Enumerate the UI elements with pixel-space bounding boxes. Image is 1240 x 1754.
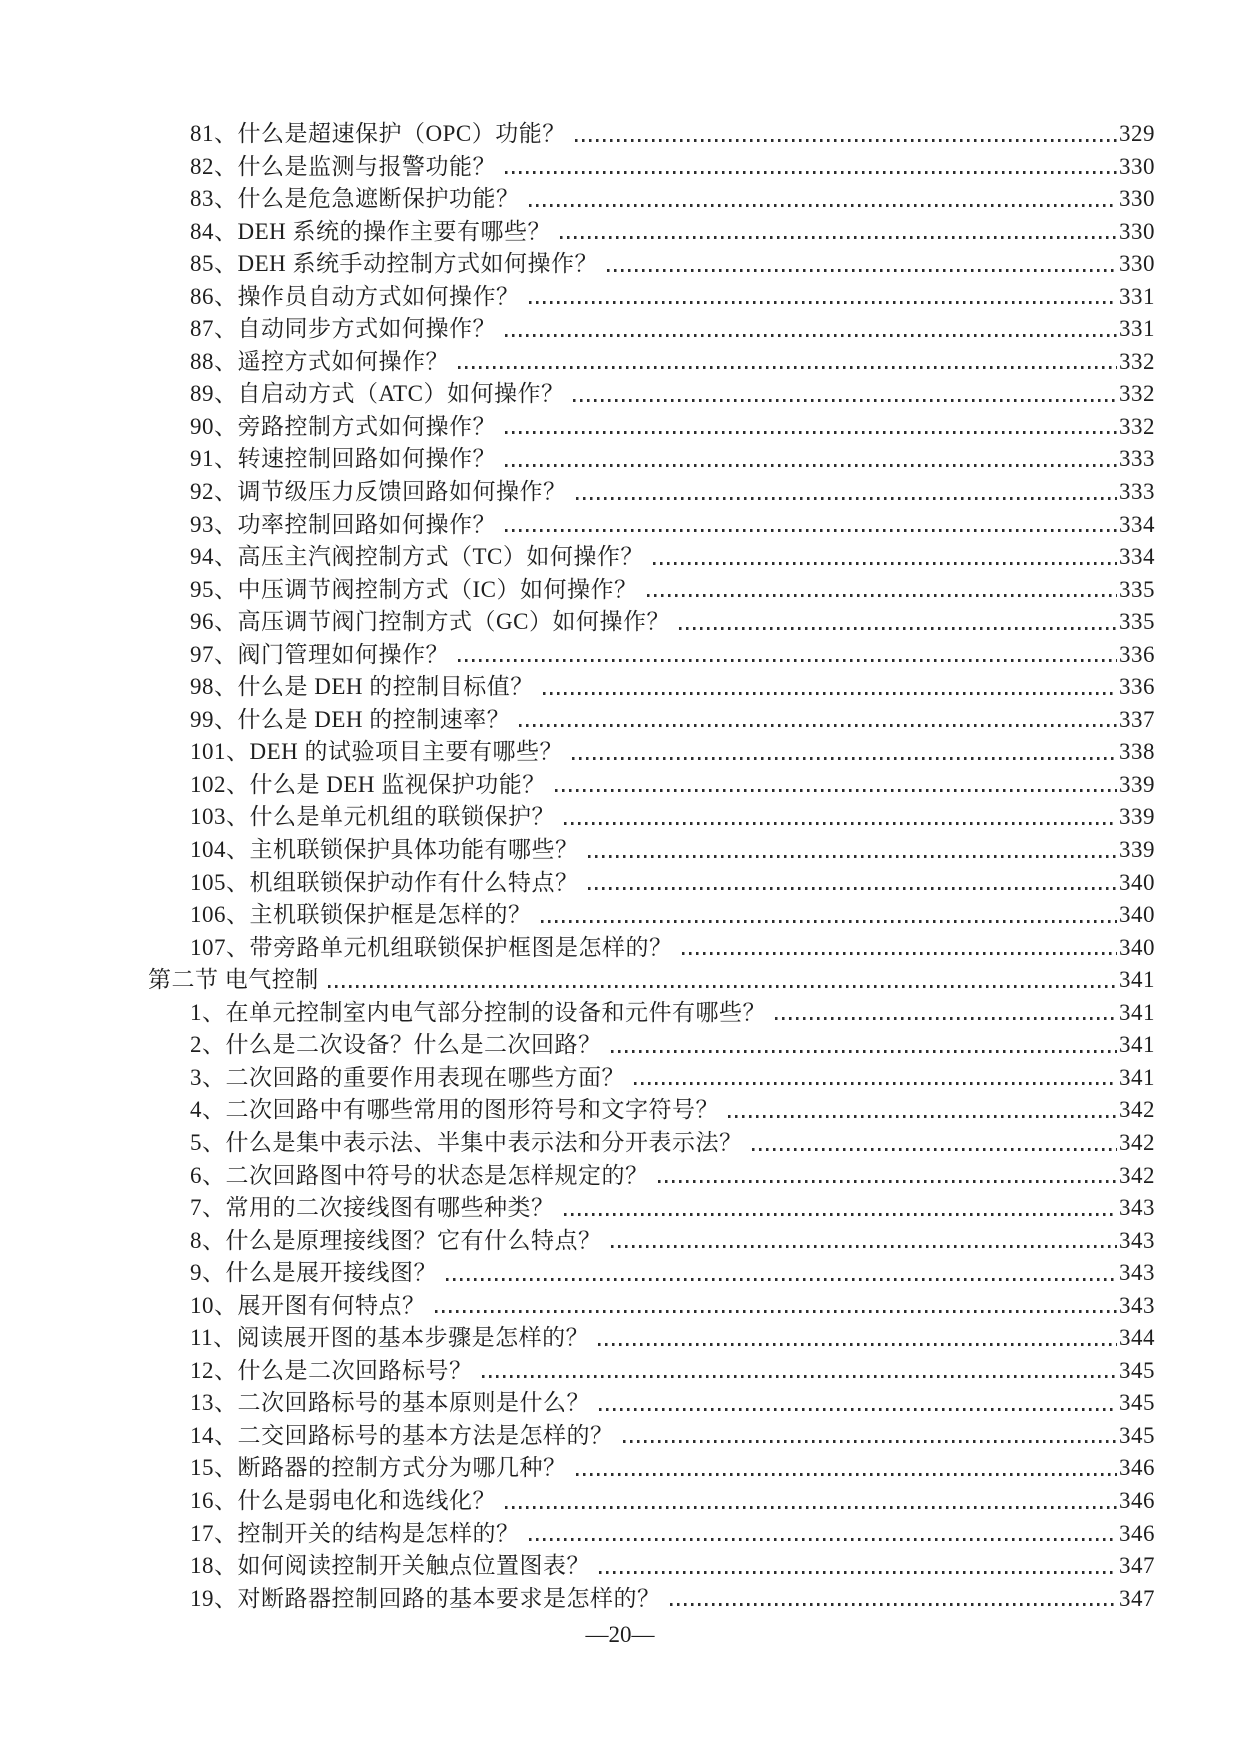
toc-entry-label: 85、DEH 系统手动控制方式如何操作？ xyxy=(190,251,599,277)
toc-entry xyxy=(148,639,1155,672)
toc-entry-page-number: 335 xyxy=(1119,576,1155,602)
toc-entry-label: 103、什么是单元机组的联锁保护？ xyxy=(190,804,555,830)
toc-entry xyxy=(148,378,1155,411)
toc-entry xyxy=(148,1420,1155,1453)
dot-leader xyxy=(634,1082,1117,1085)
toc-entry xyxy=(148,509,1155,542)
toc-entry-label: 92、调节级压力反馈回路如何操作？ xyxy=(190,479,567,505)
toc-entry-page-number: 335 xyxy=(1119,609,1155,635)
toc-entry xyxy=(148,932,1155,965)
dot-leader xyxy=(572,757,1117,760)
toc-entry-label: 17、控制开关的结构是怎样的？ xyxy=(190,1520,520,1546)
dot-leader xyxy=(576,497,1118,500)
toc-entry-page-number: 343 xyxy=(1119,1227,1155,1253)
toc-entry xyxy=(148,671,1155,704)
dot-leader xyxy=(529,204,1118,207)
toc-entry xyxy=(148,216,1155,249)
toc-entry-page-number: 330 xyxy=(1119,218,1155,244)
dot-leader xyxy=(599,1408,1117,1411)
toc-list xyxy=(148,118,1155,1615)
toc-entry-page-number: 345 xyxy=(1119,1390,1155,1416)
toc-entry xyxy=(148,1290,1155,1323)
toc-entry-label: 99、什么是 DEH 的控制速率？ xyxy=(190,706,511,732)
dot-leader xyxy=(588,887,1118,890)
toc-entry-page-number: 341 xyxy=(1119,1064,1155,1090)
toc-entry xyxy=(148,313,1155,346)
dot-leader xyxy=(564,1213,1118,1216)
toc-entry xyxy=(148,411,1155,444)
toc-entry-page-number: 341 xyxy=(1119,1032,1155,1058)
toc-entry-page-number: 340 xyxy=(1119,869,1155,895)
toc-entry-label: 2、什么是二次设备？什么是二次回路？ xyxy=(190,1032,602,1058)
toc-entry-label: 86、操作员自动方式如何操作？ xyxy=(190,283,520,309)
dot-leader xyxy=(328,985,1117,988)
toc-entry xyxy=(148,1322,1155,1355)
toc-entry-label: 84、DEH 系统的操作主要有哪些？ xyxy=(190,218,552,244)
toc-entry-label: 98、什么是 DEH 的控制目标值？ xyxy=(190,674,534,700)
toc-entry xyxy=(148,736,1155,769)
dot-leader xyxy=(564,822,1117,825)
dot-leader xyxy=(505,431,1117,434)
dot-leader xyxy=(519,724,1117,727)
toc-entry-label: 94、高压主汽阀控制方式（TC）如何操作？ xyxy=(190,544,644,570)
toc-entry-label: 93、功率控制回路如何操作？ xyxy=(190,511,496,537)
toc-entry-label: 4、二次回路中有哪些常用的图形符号和文字符号？ xyxy=(190,1097,719,1123)
dot-leader xyxy=(505,171,1117,174)
toc-entry xyxy=(148,248,1155,281)
toc-entry-page-number: 342 xyxy=(1119,1129,1155,1155)
toc-entry xyxy=(148,1550,1155,1583)
toc-entry-page-number: 346 xyxy=(1119,1487,1155,1513)
toc-entry-label: 91、转速控制回路如何操作？ xyxy=(190,446,496,472)
dot-leader xyxy=(682,952,1118,955)
toc-entry xyxy=(148,281,1155,314)
dot-leader xyxy=(576,1473,1118,1476)
dot-leader xyxy=(505,334,1117,337)
toc-entry xyxy=(148,1257,1155,1290)
toc-entry-label: 7、常用的二次接线图有哪些种类？ xyxy=(190,1195,555,1221)
toc-entry-label: 95、中压调节阀控制方式（IC）如何操作？ xyxy=(190,576,638,602)
toc-entry xyxy=(148,769,1155,802)
toc-entry-page-number: 337 xyxy=(1119,706,1155,732)
toc-entry-label: 3、二次回路的重要作用表现在哪些方面？ xyxy=(190,1064,625,1090)
toc-entry-label: 8、什么是原理接线图？它有什么特点？ xyxy=(190,1227,602,1253)
dot-leader xyxy=(752,1148,1118,1151)
dot-leader xyxy=(482,1375,1118,1378)
dot-leader xyxy=(728,1115,1117,1118)
dot-leader xyxy=(658,1180,1118,1183)
toc-entry xyxy=(148,541,1155,574)
toc-entry-label: 105、机组联锁保护动作有什么特点？ xyxy=(190,869,579,895)
toc-entry-page-number: 344 xyxy=(1119,1325,1155,1351)
toc-entry-page-number: 347 xyxy=(1119,1585,1155,1611)
toc-entry-label: 104、主机联锁保护具体功能有哪些？ xyxy=(190,837,579,863)
toc-entry xyxy=(148,1485,1155,1518)
dot-leader xyxy=(670,1603,1118,1606)
toc-entry xyxy=(148,1094,1155,1127)
toc-entry-page-number: 342 xyxy=(1119,1162,1155,1188)
toc-entry-page-number: 333 xyxy=(1119,446,1155,472)
toc-entry xyxy=(148,1029,1155,1062)
toc-entry-page-number: 339 xyxy=(1119,804,1155,830)
toc-entry-label: 19、对断路器控制回路的基本要求是怎样的？ xyxy=(190,1585,661,1611)
toc-entry-page-number: 334 xyxy=(1119,511,1155,537)
dot-leader xyxy=(775,1017,1117,1020)
dot-leader xyxy=(573,399,1117,402)
dot-leader xyxy=(607,269,1117,272)
toc-entry-page-number: 341 xyxy=(1119,967,1155,993)
dot-leader xyxy=(446,1278,1117,1281)
toc-entry xyxy=(148,476,1155,509)
toc-entry-page-number: 331 xyxy=(1119,283,1155,309)
toc-entry-page-number: 339 xyxy=(1119,771,1155,797)
toc-entry-label: 6、二次回路图中符号的状态是怎样规定的？ xyxy=(190,1162,649,1188)
dot-leader xyxy=(611,1050,1118,1053)
dot-leader xyxy=(435,1310,1118,1313)
dot-leader xyxy=(611,1245,1118,1248)
toc-entry xyxy=(148,443,1155,476)
toc-entry-page-number: 336 xyxy=(1119,674,1155,700)
dot-leader xyxy=(529,301,1118,304)
footer-page-number: —20— xyxy=(585,1622,655,1647)
toc-entry-page-number: 345 xyxy=(1119,1422,1155,1448)
toc-section-header xyxy=(148,964,1155,997)
toc-entry xyxy=(148,118,1155,151)
toc-entry-label: 11、阅读展开图的基本步骤是怎样的？ xyxy=(190,1325,590,1351)
toc-entry xyxy=(148,1225,1155,1258)
toc-entry-label: 16、什么是弱电化和选线化？ xyxy=(190,1487,496,1513)
toc-entry-label: 82、什么是监测与报警功能？ xyxy=(190,153,496,179)
dot-leader xyxy=(599,1571,1117,1574)
toc-entry-page-number: 345 xyxy=(1119,1357,1155,1383)
toc-entry-page-number: 332 xyxy=(1119,381,1155,407)
toc-entry-page-number: 342 xyxy=(1119,1097,1155,1123)
toc-entry xyxy=(148,1583,1155,1616)
dot-leader xyxy=(623,1440,1118,1443)
toc-entry-label: 81、什么是超速保护（OPC）功能？ xyxy=(190,121,566,146)
dot-leader xyxy=(505,529,1117,532)
toc-entry xyxy=(148,346,1155,379)
toc-entry-page-number: 334 xyxy=(1119,544,1155,570)
toc-entry-page-number: 332 xyxy=(1119,348,1155,374)
toc-entry-label: 87、自动同步方式如何操作？ xyxy=(190,316,496,342)
toc-entry-page-number: 329 xyxy=(1119,121,1155,146)
dot-leader xyxy=(560,236,1117,239)
dot-leader xyxy=(588,855,1118,858)
toc-entry-page-number: 339 xyxy=(1119,837,1155,863)
toc-entry xyxy=(148,183,1155,216)
toc-entry-page-number: 330 xyxy=(1119,186,1155,212)
toc-entry xyxy=(148,834,1155,867)
toc-entry-page-number: 332 xyxy=(1119,413,1155,439)
toc-entry-label: 107、带旁路单元机组联锁保护框图是怎样的？ xyxy=(190,934,673,960)
dot-leader xyxy=(647,594,1118,597)
toc-entry-page-number: 346 xyxy=(1119,1520,1155,1546)
toc-entry-page-number: 341 xyxy=(1119,999,1155,1025)
toc-entry xyxy=(148,151,1155,184)
toc-entry-label: 10、展开图有何特点？ xyxy=(190,1292,426,1318)
dot-leader xyxy=(541,920,1118,923)
toc-entry-page-number: 338 xyxy=(1119,739,1155,765)
toc-entry xyxy=(148,1127,1155,1160)
dot-leader xyxy=(653,562,1117,565)
toc-entry-label: 90、旁路控制方式如何操作？ xyxy=(190,413,496,439)
toc-entry-page-number: 343 xyxy=(1119,1195,1155,1221)
toc-entry xyxy=(148,1192,1155,1225)
dot-leader xyxy=(598,1343,1117,1346)
toc-entry xyxy=(148,867,1155,900)
dot-leader xyxy=(458,366,1117,369)
toc-entry-label: 1、在单元控制室内电气部分控制的设备和元件有哪些？ xyxy=(190,999,766,1025)
dot-leader xyxy=(575,139,1117,142)
toc-entry-label: 14、二交回路标号的基本方法是怎样的？ xyxy=(190,1422,614,1448)
toc-entry-label: 83、什么是危急遮断保护功能？ xyxy=(190,186,520,212)
toc-entry-label: 88、遥控方式如何操作？ xyxy=(190,348,449,374)
toc-entry-label: 89、自启动方式（ATC）如何操作？ xyxy=(190,381,565,407)
toc-entry-page-number: 336 xyxy=(1119,641,1155,667)
toc-entry-page-number: 347 xyxy=(1119,1553,1155,1579)
toc-entry xyxy=(148,1452,1155,1485)
toc-entry-page-number: 343 xyxy=(1119,1292,1155,1318)
toc-entry-page-number: 343 xyxy=(1119,1260,1155,1286)
toc-entry-label: 106、主机联锁保护框是怎样的？ xyxy=(190,902,532,928)
page-footer xyxy=(0,1620,1240,1650)
toc-entry-label: 102、什么是 DEH 监视保护功能？ xyxy=(190,771,546,797)
toc-entry xyxy=(148,899,1155,932)
toc-entry xyxy=(148,1160,1155,1193)
toc-entry-label: 18、如何阅读控制开关触点位置图表？ xyxy=(190,1553,590,1579)
toc-entry-page-number: 340 xyxy=(1119,934,1155,960)
toc-entry-label: 5、什么是集中表示法、半集中表示法和分开表示法？ xyxy=(190,1129,743,1155)
dot-leader xyxy=(505,464,1117,467)
dot-leader xyxy=(529,1538,1118,1541)
toc-entry-label: 101、DEH 的试验项目主要有哪些？ xyxy=(190,739,564,765)
toc-entry-page-number: 346 xyxy=(1119,1455,1155,1481)
dot-leader xyxy=(543,692,1117,695)
toc-entry xyxy=(148,704,1155,737)
dot-leader xyxy=(458,659,1117,662)
toc-entry-page-number: 330 xyxy=(1119,153,1155,179)
toc-entry-label: 12、什么是二次回路标号？ xyxy=(190,1357,473,1383)
toc-entry-label: 13、二次回路标号的基本原则是什么？ xyxy=(190,1390,590,1416)
toc-entry-label: 97、阀门管理如何操作？ xyxy=(190,641,449,667)
toc-entry xyxy=(148,997,1155,1030)
toc-entry-label: 15、断路器的控制方式分为哪几种？ xyxy=(190,1455,567,1481)
toc-entry-page-number: 340 xyxy=(1119,902,1155,928)
dot-leader xyxy=(505,1506,1117,1509)
toc-entry xyxy=(148,1062,1155,1095)
toc-entry xyxy=(148,801,1155,834)
toc-entry xyxy=(148,1518,1155,1551)
toc-entry-label: 第二节 电气控制 xyxy=(148,967,319,993)
toc-entry-label: 9、什么是展开接线图？ xyxy=(190,1260,437,1286)
toc-entry xyxy=(148,606,1155,639)
toc-entry xyxy=(148,1387,1155,1420)
dot-leader xyxy=(679,627,1117,630)
dot-leader xyxy=(555,789,1117,792)
toc-entry-page-number: 333 xyxy=(1119,479,1155,505)
toc-entry-label: 96、高压调节阀门控制方式（GC）如何操作？ xyxy=(190,609,670,635)
toc-entry xyxy=(148,1355,1155,1388)
toc-entry-page-number: 331 xyxy=(1119,316,1155,342)
toc-entry-page-number: 330 xyxy=(1119,251,1155,277)
toc-entry xyxy=(148,574,1155,607)
